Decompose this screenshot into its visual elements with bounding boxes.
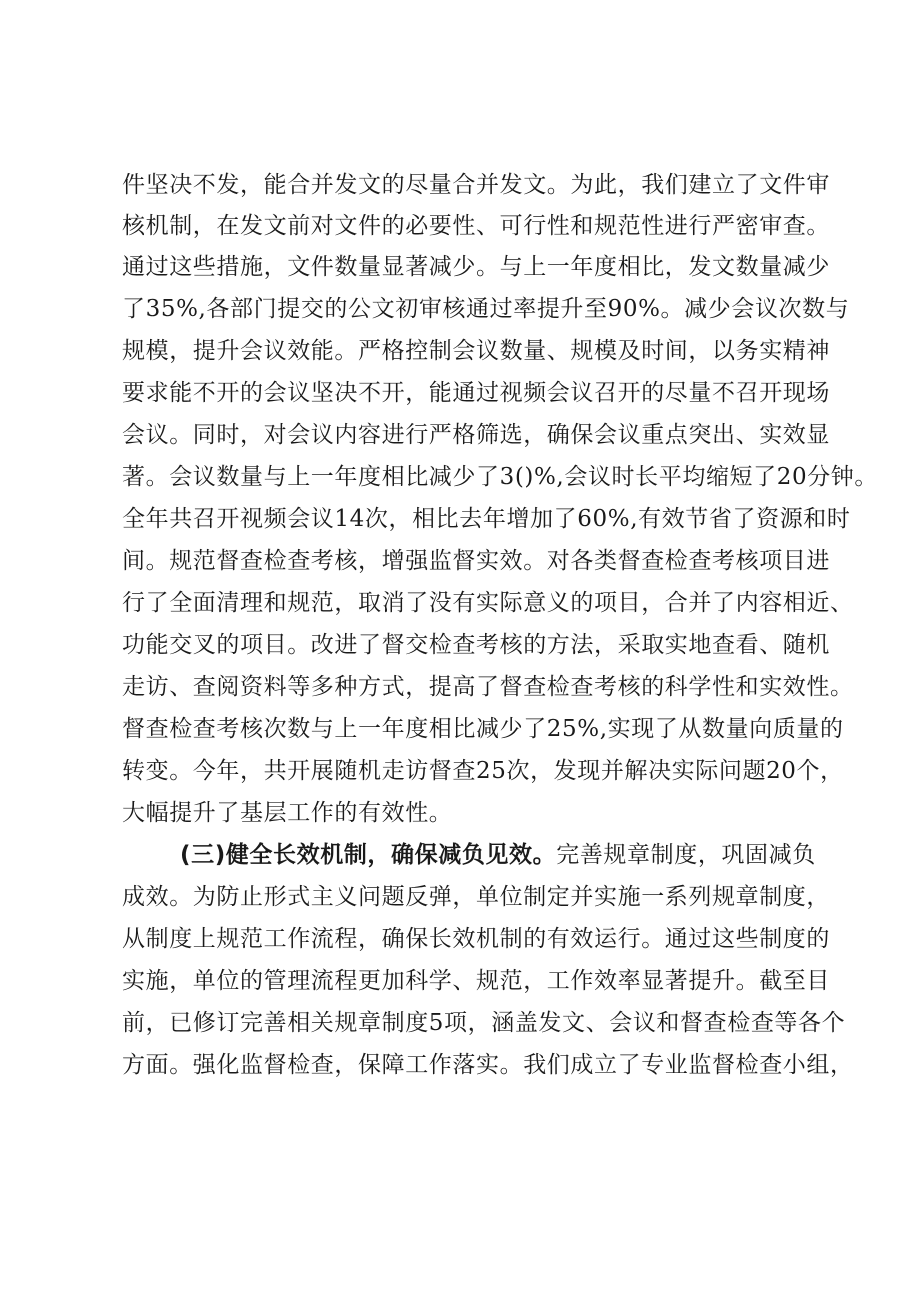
text-line: 督查检查考核次数与上一年度相比减少了25%,实现了从数量向质量的 — [122, 716, 844, 742]
text-line: 著。会议数量与上一年度相比减少了3()%,会议时长平均缩短了20分钟。 — [122, 464, 879, 490]
text-line: 从制度上规范工作流程，确保长效机制的有效运行。通过这些制度的 — [122, 926, 830, 952]
text-line: 会议。同时，对会议内容进行严格筛选，确保会议重点突出、实效显 — [122, 422, 830, 448]
text-line: 要求能不开的会议坚决不开，能通过视频会议召开的尽量不召开现场 — [122, 380, 830, 406]
text-line: 全年共召开视频会议14次，相比去年增加了60%,有效节省了资源和时 — [122, 506, 851, 532]
text-line: 功能交叉的项目。改进了督交检查考核的方法，采取实地查看、随机 — [122, 632, 830, 658]
text-line: 通过这些措施，文件数量显著减少。与上一年度相比，发文数量减少 — [122, 254, 830, 280]
text-line: 大幅提升了基层工作的有效性。 — [122, 800, 453, 826]
section-heading: (三)健全长效机制，确保减负见效。 — [180, 842, 557, 868]
section-heading-rest: 完善规章制度，巩固减负 — [556, 842, 816, 868]
text-line: 了35%,各部门提交的公文初审核通过率提升至90%。减少会议次数与 — [122, 296, 850, 322]
text-line: 走访、查阅资料等多种方式，提高了督查检查考核的科学性和实效性。 — [122, 674, 854, 700]
text-line: 实施，单位的管理流程更加科学、规范，工作效率显著提升。截至目 — [122, 968, 830, 994]
text-line: 成效。为防止形式主义问题反弹，单位制定并实施一系列规章制度， — [122, 884, 830, 910]
text-line: 件坚决不发，能合并发文的尽量合并发文。为此，我们建立了文件审 — [122, 172, 830, 198]
text-line: 转变。今年，共开展随机走访督查25次，发现并解决实际问题20个， — [122, 758, 844, 784]
text-line: 前，已修订完善相关规章制度5项，涵盖发文、会议和督查检查等各个 — [122, 1010, 846, 1036]
text-line: 核机制，在发文前对文件的必要性、可行性和规范性进行严密审查。 — [122, 213, 830, 239]
section-heading-line — [180, 840, 816, 870]
text-line: 规模，提升会议效能。严格控制会议数量、规模及时间，以务实精神 — [122, 338, 830, 364]
text-line: 间。规范督查检查考核，增强监督实效。对各类督查检查考核项目进 — [122, 548, 830, 574]
text-line: 行了全面清理和规范，取消了没有实际意义的项目，合并了内容相近、 — [122, 590, 854, 616]
text-line: 方面。强化监督检查，保障工作落实。我们成立了专业监督检查小组， — [122, 1052, 854, 1078]
